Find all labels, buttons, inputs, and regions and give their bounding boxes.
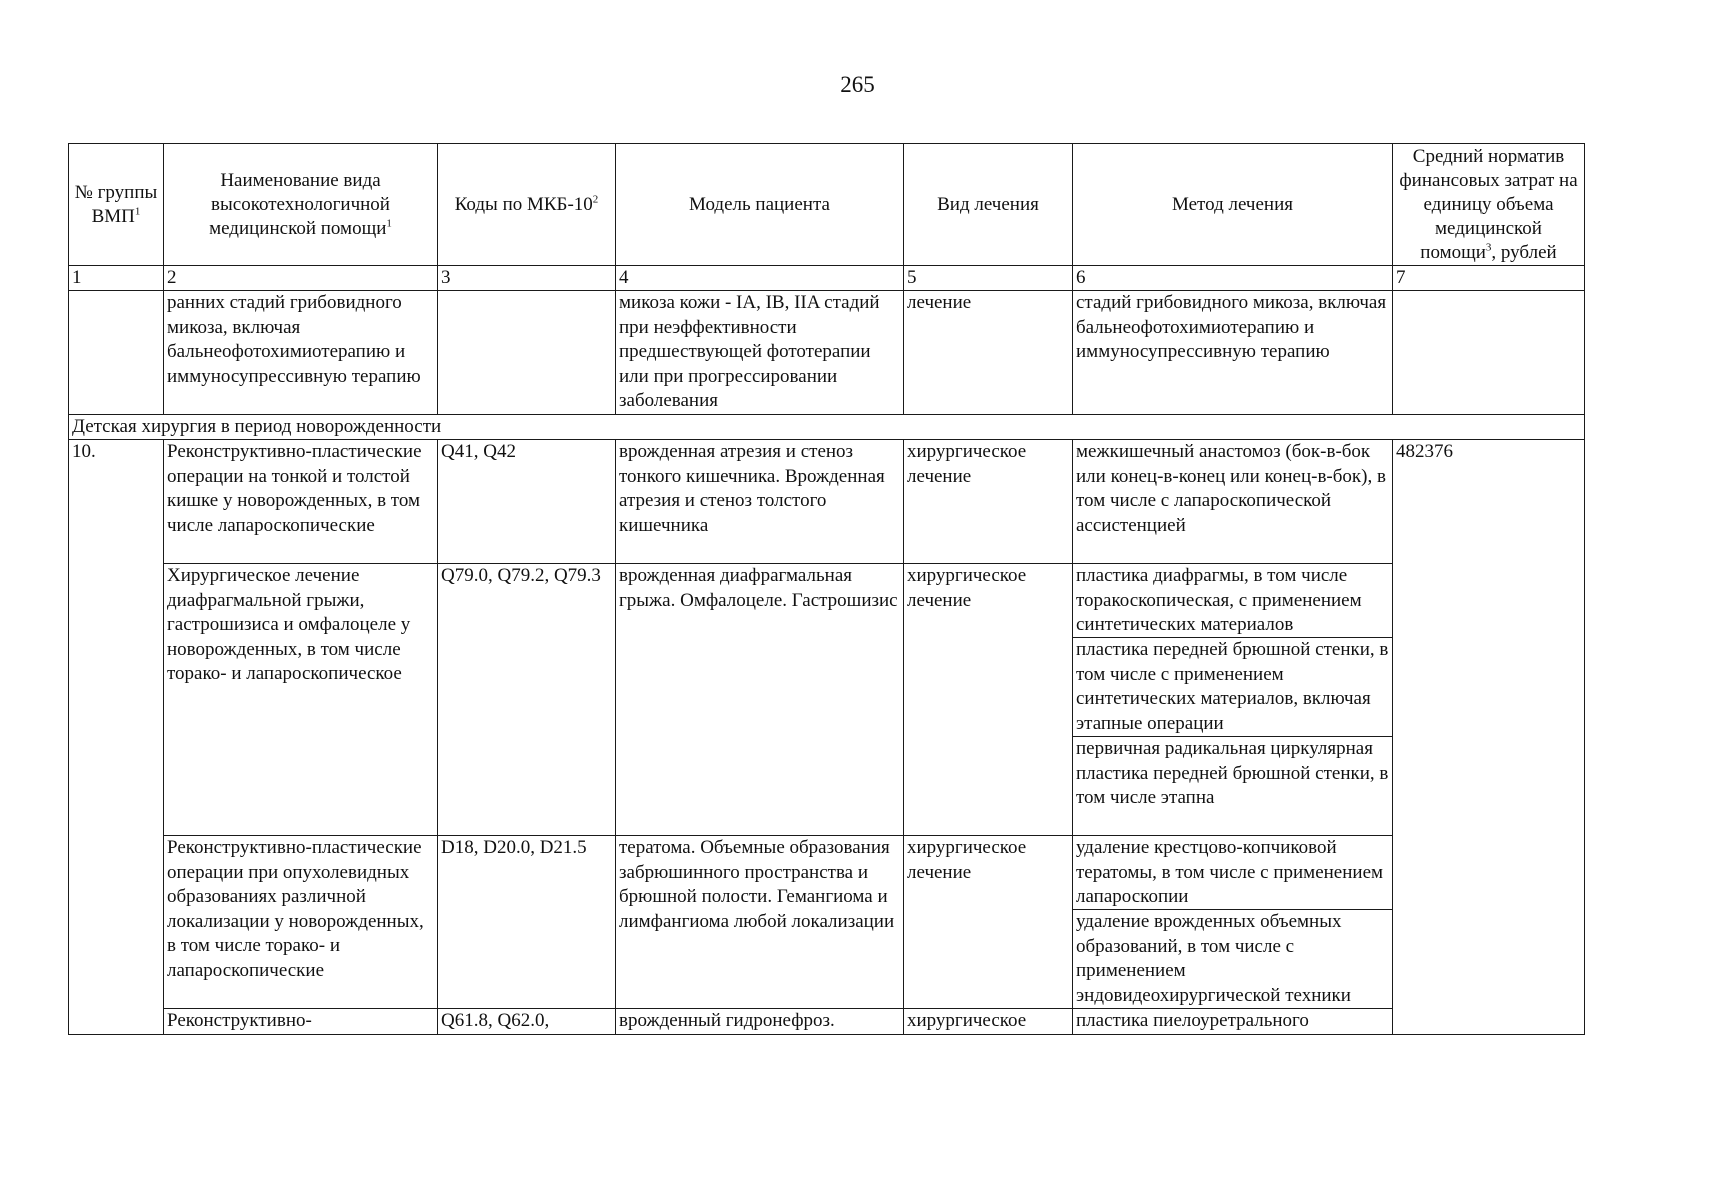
patient-model-cell: врожденный гидронефроз.: [616, 1009, 904, 1035]
method-item: пластика диафрагмы, в том числе торакоскопическая, с применением синтетических материалов: [1073, 564, 1392, 638]
group-number-cell: [69, 291, 164, 415]
table-row: [69, 564, 1585, 836]
section-title: Детская хирургия в период новорожденности: [69, 415, 1585, 440]
treatment-type-cell: хирургическое лечение: [904, 440, 1073, 564]
care-type-cell: Реконструктивно-: [164, 1009, 438, 1035]
page-number: 265: [840, 72, 875, 97]
section-row: [69, 415, 1585, 440]
column-number: 1: [69, 266, 164, 291]
column-number: 6: [1073, 266, 1393, 291]
method-item: удаление крестцово-копчиковой тератомы, в том числе с применением лапароскопии: [1073, 836, 1392, 910]
icd-codes-cell: Q79.0, Q79.2, Q79.3: [438, 564, 616, 836]
patient-model-cell: микоза кожи - IA, IB, IIA стадий при неэффективности предшествующей фототерапии или при прогрессировании заболевания: [616, 291, 904, 415]
header-patient-model: Модель пациента: [616, 144, 904, 266]
care-type-cell: ранних стадий грибовидного микоза, включая бальнеофотохимиотерапию и иммуносупрессивную терапию: [164, 291, 438, 415]
table-row: [69, 1009, 1585, 1035]
column-number-row: [69, 266, 1585, 291]
header-treatment-method: Метод лечения: [1073, 144, 1393, 266]
icd-codes-cell: Q61.8, Q62.0,: [438, 1009, 616, 1035]
patient-model-cell: врожденная диафрагмальная грыжа. Омфалоцеле. Гастрошизис: [616, 564, 904, 836]
method-item: пластика передней брюшной стенки, в том числе с применением синтетических материалов, включая этапные операции: [1073, 638, 1392, 737]
treatment-method-cell: [1073, 836, 1393, 1009]
treatment-method-cell: пластика пиелоуретрального: [1073, 1009, 1393, 1035]
header-group-number: № группы ВМП$^1$: [69, 144, 164, 266]
table-row: [69, 836, 1585, 1009]
column-number: 3: [438, 266, 616, 291]
group-number-cell: 10.: [69, 440, 164, 1035]
patient-model-cell: тератома. Объемные образования забрюшинного пространства и брюшной полости. Гемангиома и лимфангиома любой локализации: [616, 836, 904, 1009]
column-number: 5: [904, 266, 1073, 291]
table-row: [69, 291, 1585, 415]
cost-cell: [1393, 291, 1585, 415]
header-icd-codes: Коды по МКБ-$10^2$: [438, 144, 616, 266]
column-number: 4: [616, 266, 904, 291]
icd-codes-cell: [438, 291, 616, 415]
care-type-cell: Хирургическое лечение диафрагмальной грыжи, гастрошизиса и омфалоцеле у новорожденных, в том числе торако- и лапароскопическое: [164, 564, 438, 836]
cost-cell: 482376: [1393, 440, 1585, 1035]
header-treatment-type: Вид лечения: [904, 144, 1073, 266]
vmp-table: [68, 143, 1585, 1035]
header-cost: Средний норматив финансовых затрат на единицу объема медицинской помощи$^3$, рублей: [1393, 144, 1585, 266]
treatment-type-cell: хирургическое лечение: [904, 836, 1073, 1009]
treatment-type-cell: хирургическое: [904, 1009, 1073, 1035]
icd-codes-cell: D18, D20.0, D21.5: [438, 836, 616, 1009]
header-care-type: Наименование вида высокотехнологичной медицинской помощи$^1$: [164, 144, 438, 266]
icd-codes-cell: Q41, Q42: [438, 440, 616, 564]
treatment-type-cell: хирургическое лечение: [904, 564, 1073, 836]
method-item: удаление врожденных объемных образований, в том числе с применением эндовидеохирургической техники: [1076, 911, 1351, 1006]
patient-model-cell: врожденная атрезия и стеноз тонкого кишечника. Врожденная атрезия и стеноз толстого кишечника: [616, 440, 904, 564]
method-item: первичная радикальная циркулярная пластика передней брюшной стенки, в том числе этапна: [1076, 738, 1389, 808]
column-number: 2: [164, 266, 438, 291]
table-row: [69, 440, 1585, 564]
treatment-method-cell: межкишечный анастомоз (бок-в-бок или конец-в-конец или конец-в-бок), в том числе с лапароскопической ассистенцией: [1073, 440, 1393, 564]
treatment-type-cell: лечение: [904, 291, 1073, 415]
column-number: 7: [1393, 266, 1585, 291]
care-type-cell: Реконструктивно-пластические операции на тонкой и толстой кишке у новорожденных, в том числе лапароскопические: [164, 440, 438, 564]
care-type-cell: Реконструктивно-пластические операции при опухолевидных образованиях различной локализации у новорожденных, в том числе торако- и лапароскопические: [164, 836, 438, 1009]
treatment-method-cell: [1073, 564, 1393, 836]
header-row: [69, 144, 1585, 266]
treatment-method-cell: стадий грибовидного микоза, включая бальнеофотохимиотерапию и иммуносупрессивную терапию: [1073, 291, 1393, 415]
